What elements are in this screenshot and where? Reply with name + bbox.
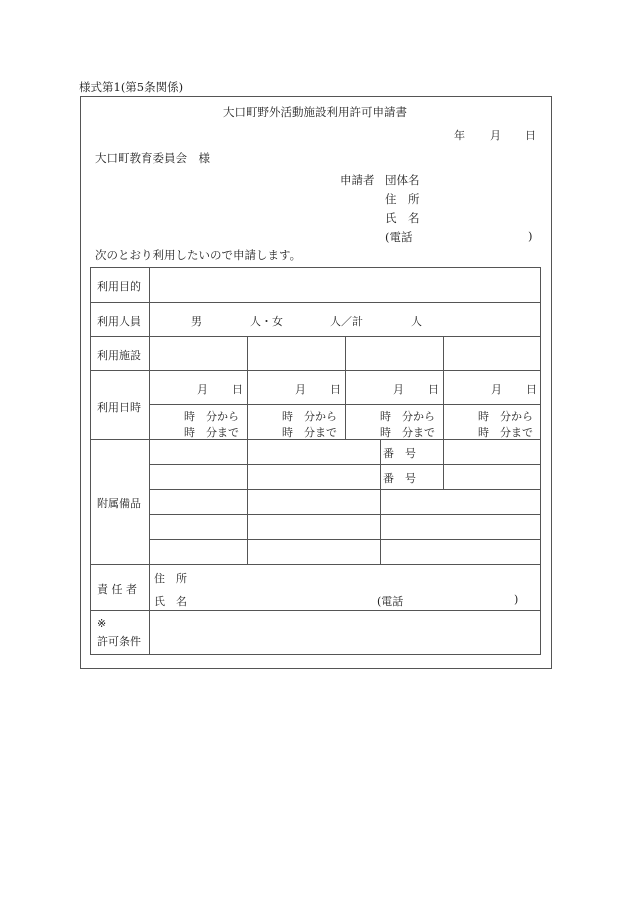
purpose-label: 利用目的 (97, 280, 141, 293)
slot3-day: 日 (428, 383, 439, 396)
people-unit-label: 人 (411, 315, 422, 328)
slot1-from: 時 分から (184, 410, 239, 423)
equipment-number-label-1: 番 号 (383, 447, 416, 460)
form-number-label: 様式第1(第5条関係) (79, 80, 184, 94)
people-male-label: 男 (191, 315, 202, 328)
conditions-label: 許可条件 (97, 635, 141, 648)
date-year: 年 (454, 129, 465, 142)
addressee: 大口町教育委員会 様 (95, 151, 210, 165)
responsible-phone-close: ) (514, 593, 519, 606)
slot2-day: 日 (330, 383, 341, 396)
slot2-from: 時 分から (282, 410, 337, 423)
equipment-label: 附属備品 (97, 497, 141, 510)
responsible-label: 責 任 者 (97, 583, 137, 596)
slot2-until: 時 分まで (282, 426, 337, 439)
form-title: 大口町野外活動施設利用許可申請書 (223, 105, 407, 119)
slot1-month: 月 (197, 383, 208, 396)
people-female-label: 人・女 (250, 315, 283, 328)
slot3-from: 時 分から (380, 410, 435, 423)
applicant-name-label: 氏 名 (385, 211, 420, 225)
equipment-number-label-2: 番 号 (383, 472, 416, 485)
applicant-group-label: 団体名 (385, 173, 420, 187)
responsible-phone-open: (電話 (377, 595, 404, 608)
responsible-name-label: 氏 名 (154, 595, 187, 608)
conditions-mark: ※ (97, 617, 107, 630)
slot4-month: 月 (491, 383, 502, 396)
date-month: 月 (490, 129, 501, 142)
facility-label: 利用施設 (97, 349, 141, 362)
intro-text: 次のとおり利用したいので申請します。 (95, 248, 302, 262)
slot4-until: 時 分まで (478, 426, 533, 439)
slot1-day: 日 (232, 383, 243, 396)
applicant-phone-close: ) (528, 229, 533, 243)
slot3-until: 時 分まで (380, 426, 435, 439)
date-day: 日 (525, 129, 536, 142)
applicant-address-label: 住 所 (385, 192, 420, 206)
slot1-until: 時 分まで (184, 426, 239, 439)
slot2-month: 月 (295, 383, 306, 396)
applicant-phone-open: (電話 (385, 230, 413, 244)
responsible-address-label: 住 所 (154, 572, 187, 585)
applicant-label: 申請者 (340, 173, 375, 187)
people-label: 利用人員 (97, 315, 141, 328)
people-total-label: 人／計 (330, 315, 363, 328)
slot4-from: 時 分から (478, 410, 533, 423)
slot4-day: 日 (526, 383, 537, 396)
slot3-month: 月 (393, 383, 404, 396)
datetime-label: 利用日時 (97, 401, 141, 414)
